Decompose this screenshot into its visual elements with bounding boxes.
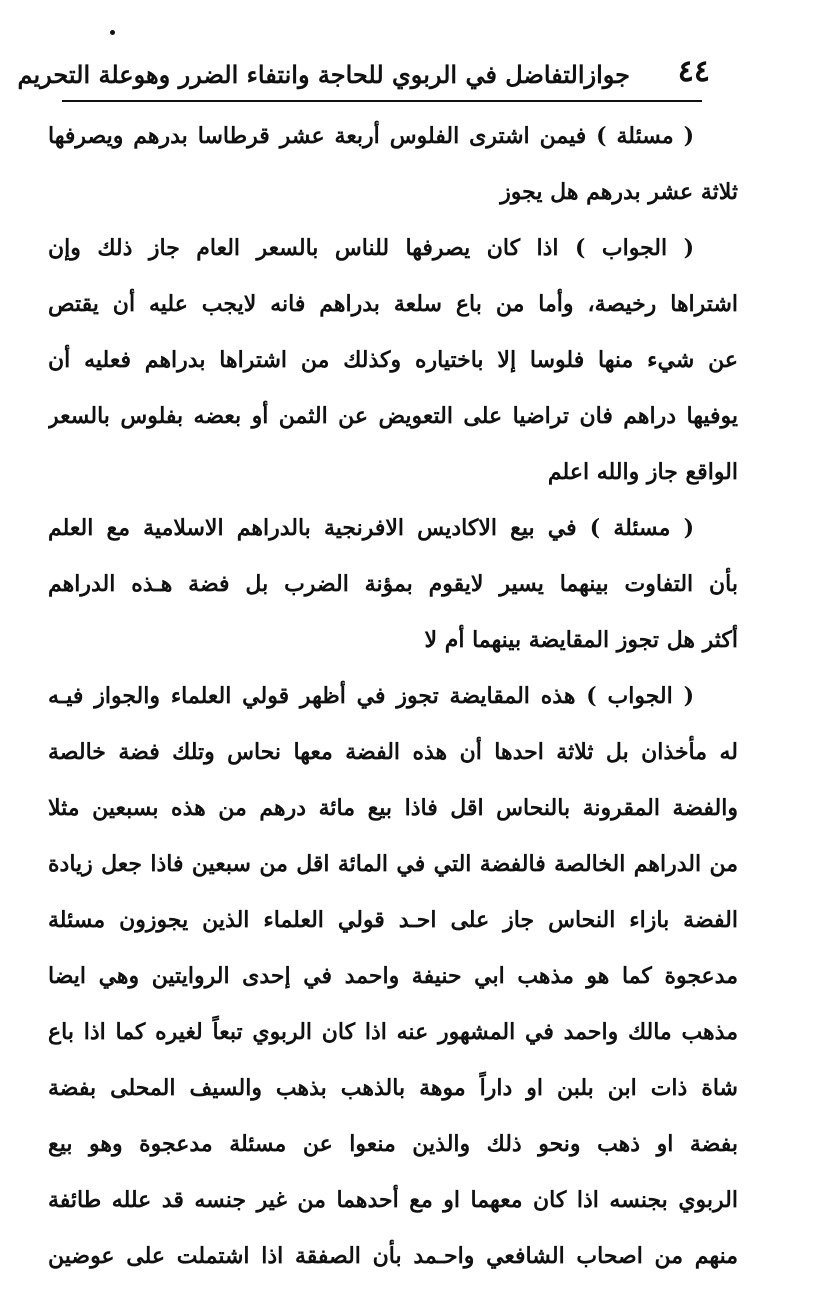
running-title: جوازالتفاضل في الربوي للحاجة وانتفاء الضرر وهوعلة التحريم (17, 60, 630, 89)
text-line: عن شيء منها فلوسا إلا باختياره وكذلك من اشتراها بدراهم فعليه أن (48, 347, 738, 373)
text-line: بفضة او ذهب ونحو ذلك والذين منعوا عن مسئلة مدعجوة وهو بيع (48, 1131, 738, 1157)
text-line: اشتراها رخيصة، وأما من باع سلعة بدراهم فانه لايجب عليه أن يقتص (48, 291, 738, 317)
header-rule (62, 100, 702, 102)
body-text (48, 108, 738, 1284)
text-line: ( مسئلة ) فيمن اشترى الفلوس أربعة عشر قرطاسا بدرهم ويصرفها (48, 123, 694, 149)
text-line: الواقع جاز والله اعلم (547, 459, 738, 485)
text-line: أكثر هل تجوز المقايضة بينهما أم لا (424, 627, 738, 653)
ink-dot (110, 30, 115, 35)
page-header (17, 52, 710, 98)
text-line: ثلاثة عشر بدرهم هل يجوز (500, 179, 738, 205)
text-line: مدعجوة كما هو مذهب ابي حنيفة واحمد في إحدى الروايتين وهي ايضا (48, 963, 738, 989)
text-line: ( مسئلة ) في بيع الاكاديس الافرنجية بالدراهم الاسلامية مع العلم (48, 515, 694, 541)
text-line: منهم من اصحاب الشافعي واحـمد بأن الصفقة اذا اشتملت على عوضين (48, 1243, 738, 1269)
text-line: من الدراهم الخالصة فالفضة التي في المائة اقل من سبعين فاذا جعل زيادة (48, 851, 738, 877)
text-line: له مأخذان بل ثلاثة احدها أن هذه الفضة معها نحاس وتلك فضة خالصة (48, 739, 738, 765)
text-line: يوفيها دراهم فان تراضيا على التعويض عن الثمن أو بعضه بفلوس بالسعر (48, 403, 738, 429)
text-line: شاة ذات ابن بلبن او داراً موهة بالذهب بذهب والسيف المحلى بفضة (48, 1075, 738, 1101)
text-line: الربوي بجنسه اذا كان معهما او مع أحدهما من غير جنسه قد علله طائفة (48, 1187, 738, 1213)
text-line: ( الجواب ) هذه المقايضة تجوز في أظهر قولي العلماء والجواز فيـه (48, 683, 694, 709)
text-line: والفضة المقرونة بالنحاس اقل فاذا بيع مائة درهم من هذه بسبعين مثلا (48, 795, 738, 821)
text-line: ( الجواب ) اذا كان يصرفها للناس بالسعر العام جاز ذلك وإن (48, 235, 694, 261)
text-line: بأن التفاوت بينهما يسير لايقوم بمؤنة الضرب بل فضة هـذه الدراهم (48, 571, 738, 597)
text-line: مذهب مالك واحمد في المشهور عنه اذا كان الربوي تبعاً لغيره كما اذا باع (48, 1019, 738, 1045)
text-line: الفضة بازاء النحاس جاز على احـد قولي العلماء الذين يجوزون مسئلة (48, 907, 738, 933)
page-number: ٤٤ (677, 54, 710, 89)
